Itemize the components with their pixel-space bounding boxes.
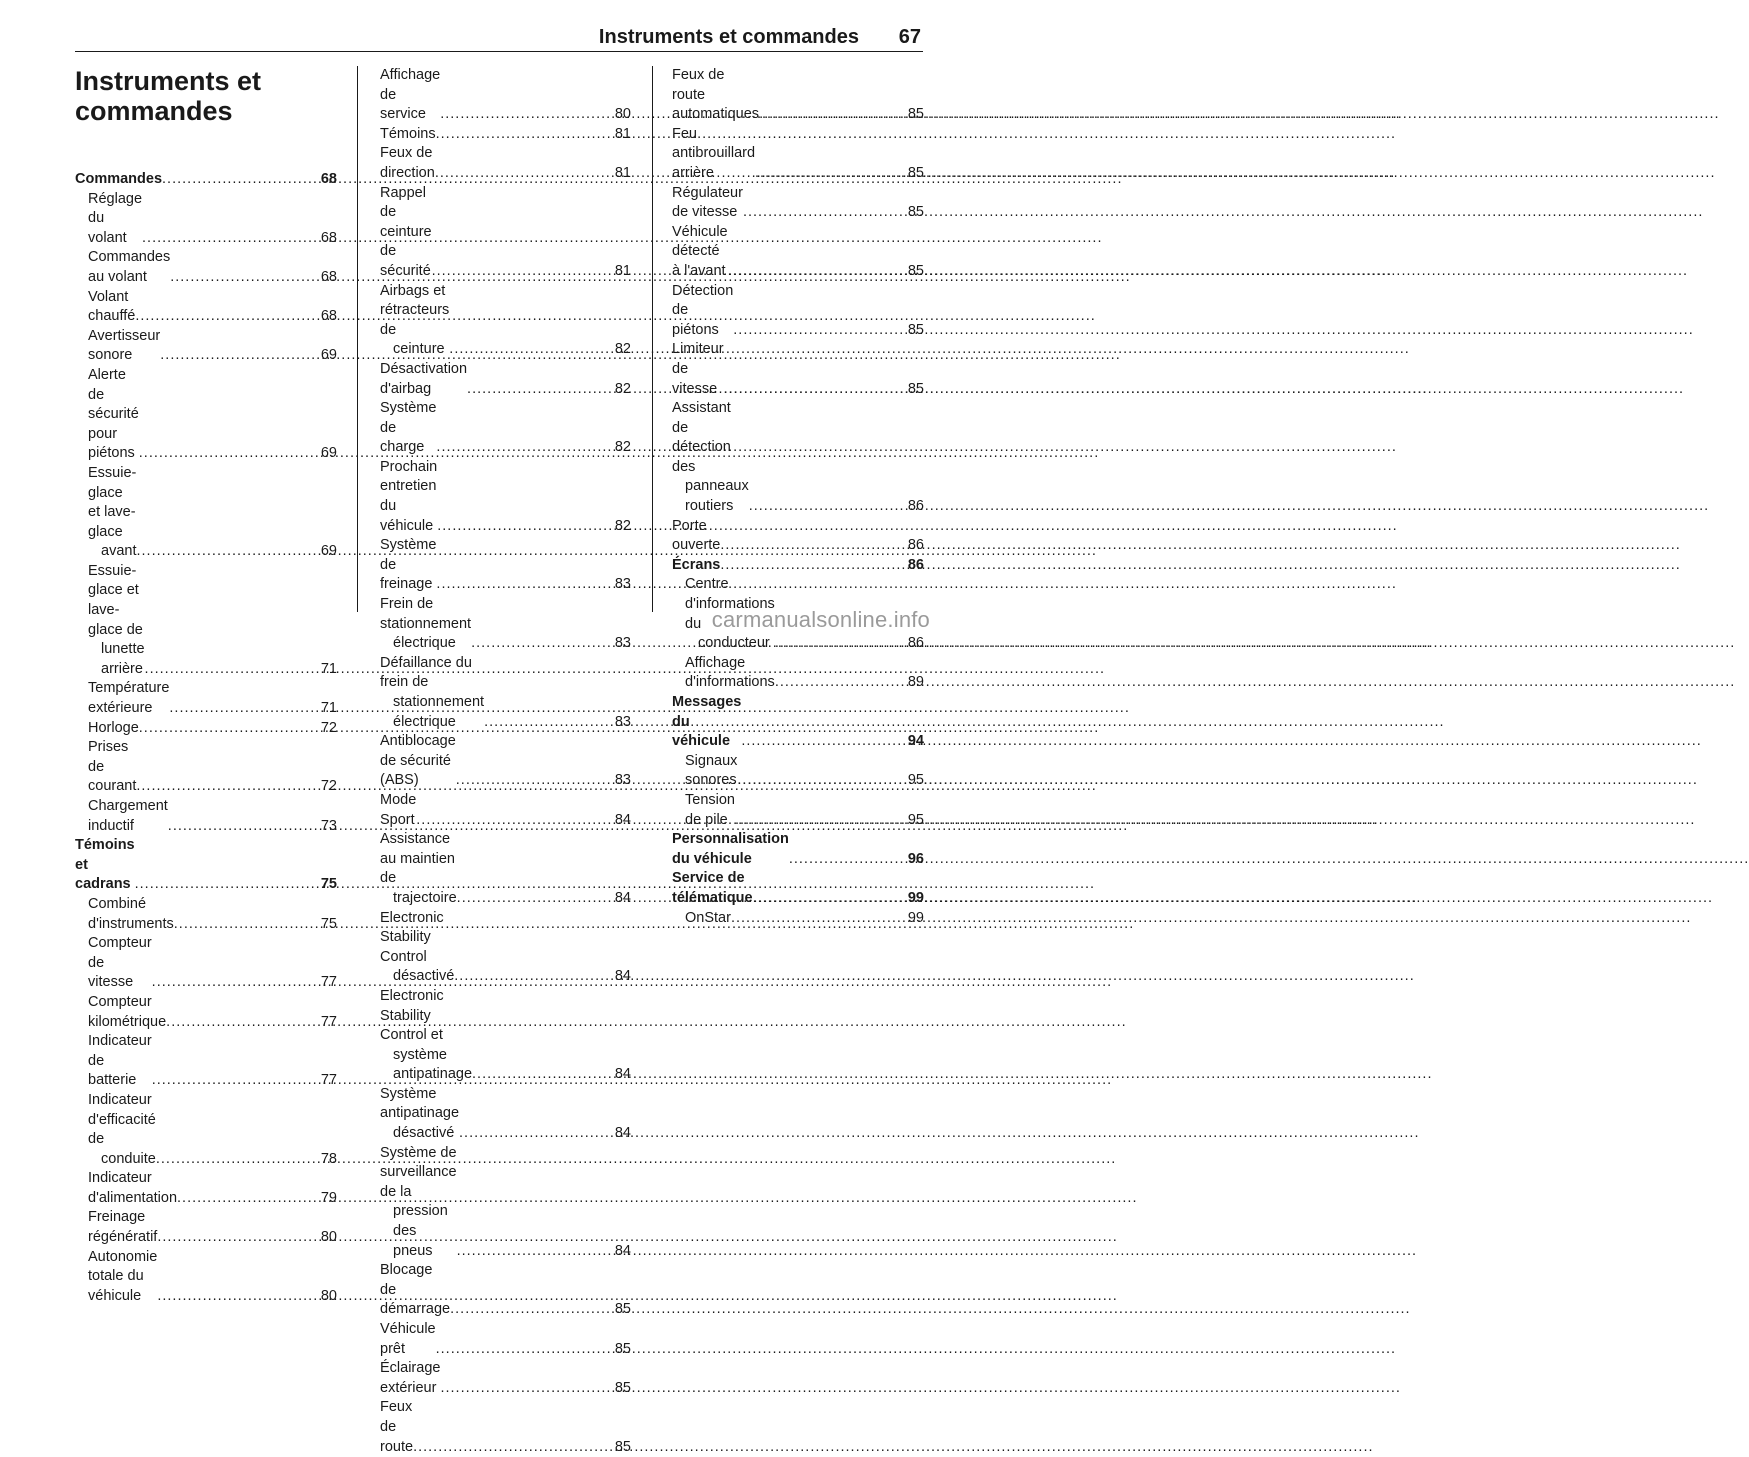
toc-entry[interactable]: Commandes au volant ..... 68 — [75, 248, 337, 287]
toc-entry[interactable]: Témoins ..... 81 — [380, 125, 631, 145]
toc-entry[interactable]: Feu antibrouillard arrière ..... 85 — [672, 125, 924, 184]
toc-entry[interactable]: Electronic Stability Control désactivé ..... 84 — [380, 909, 631, 987]
toc-entry[interactable]: Détection de piétons ..... 85 — [672, 282, 924, 341]
toc-entry[interactable]: Blocage de démarrage ..... 85 — [380, 1261, 631, 1320]
toc-entry[interactable]: Horloge ..... 72 — [75, 719, 337, 739]
toc-entry[interactable]: Indicateur d'efficacité de conduite ..... 78 — [75, 1091, 337, 1169]
toc-entry[interactable]: Mode Sport ..... 84 — [380, 791, 631, 830]
toc-entry[interactable]: Affichage d'informations ..... 89 — [672, 654, 924, 693]
page-number: 67 — [898, 26, 921, 48]
toc-entry[interactable]: Système de charge ..... 82 — [380, 399, 631, 458]
toc-section-entry[interactable]: Écrans ..... 86 — [672, 556, 924, 576]
toc-column-2 — [380, 66, 631, 1457]
toc-entry[interactable]: Freinage régénératif ..... 80 — [75, 1208, 337, 1247]
toc-entry[interactable]: Airbags et rétracteurs de ceinture ..... 82 — [380, 282, 631, 360]
toc-entry[interactable]: Régulateur de vitesse ..... 85 — [672, 184, 924, 223]
toc-entry[interactable]: Avertisseur sonore ..... 69 — [75, 327, 337, 366]
running-title: Instruments et commandes — [598, 26, 859, 48]
toc-section-entry[interactable]: Commandes ..... 68 — [75, 170, 337, 190]
toc-entry[interactable]: OnStar ..... 99 — [672, 909, 924, 929]
toc-entry[interactable]: Système de surveillance de la pression des pneus ..... 84 — [380, 1144, 631, 1262]
toc-section-entry[interactable]: Messages du véhicule ..... 94 — [672, 693, 924, 752]
toc-entry[interactable]: Indicateur de batterie ..... 77 — [75, 1032, 337, 1091]
toc-entry[interactable]: Éclairage extérieur ..... 85 — [380, 1359, 631, 1398]
toc-entry[interactable]: Véhicule détecté à l'avant ..... 85 — [672, 223, 924, 282]
toc-entry[interactable]: Essuie-glace et lave-glace avant ..... 69 — [75, 464, 337, 562]
chapter-title: Instruments et commandes — [75, 66, 262, 126]
toc-entry[interactable]: Compteur kilométrique ..... 77 — [75, 993, 337, 1032]
toc-entry[interactable]: Feux de direction ..... 81 — [380, 144, 631, 183]
toc-entry[interactable]: Signaux sonores ..... 95 — [672, 752, 924, 791]
column-divider — [357, 66, 358, 612]
toc-entry[interactable]: Compteur de vitesse ..... 77 — [75, 934, 337, 993]
toc-entry[interactable]: Limiteur de vitesse ..... 85 — [672, 340, 924, 399]
toc-entry[interactable]: Alerte de sécurité pour piétons ..... 69 — [75, 366, 337, 464]
toc-section-entry[interactable]: Personnalisation du véhicule ..... 96 — [672, 830, 924, 869]
toc-entry[interactable]: Véhicule prêt ..... 85 — [380, 1320, 631, 1359]
toc-section-entry[interactable]: Service de télématique ..... 99 — [672, 869, 924, 908]
toc-entry[interactable]: Electronic Stability Control et système antipatinage ..... 84 — [380, 987, 631, 1085]
toc-entry[interactable]: Frein de stationnement électrique ..... 83 — [380, 595, 631, 654]
toc-entry[interactable]: Système antipatinage désactivé ..... 84 — [380, 1085, 631, 1144]
toc-entry[interactable]: Combiné d'instruments ..... 75 — [75, 895, 337, 934]
watermark: carmanualsonline.info — [711, 607, 930, 632]
toc-entry[interactable]: Rappel de ceinture de sécurité ..... 81 — [380, 184, 631, 282]
toc-entry[interactable]: Défaillance du frein de stationnement électrique ..... 83 — [380, 654, 631, 732]
toc-entry[interactable]: Tension de pile ..... 95 — [672, 791, 924, 830]
toc-entry[interactable]: Température extérieure ..... 71 — [75, 679, 337, 718]
toc-entry[interactable]: Feux de route ..... 85 — [380, 1398, 631, 1457]
toc-entry[interactable]: Système de freinage ..... 83 — [380, 536, 631, 595]
toc-entry[interactable]: Autonomie totale du véhicule ..... 80 — [75, 1248, 337, 1307]
page-header — [75, 26, 923, 52]
toc-entry[interactable]: Chargement inductif ..... 73 — [75, 797, 337, 836]
toc-entry[interactable]: Prises de courant ..... 72 — [75, 738, 337, 797]
toc-entry[interactable]: Volant chauffé ..... 68 — [75, 288, 337, 327]
toc-entry[interactable]: Prochain entretien du véhicule ..... 82 — [380, 458, 631, 536]
toc-entry[interactable]: Porte ouverte ..... 86 — [672, 517, 924, 556]
toc-column-1 — [75, 66, 337, 1306]
toc-column-3 — [672, 66, 924, 928]
toc-entry[interactable]: Désactivation d'airbag ..... 82 — [380, 360, 631, 399]
toc-section-entry[interactable]: Témoins et cadrans ..... 75 — [75, 836, 337, 895]
toc-entry[interactable]: Indicateur d'alimentation ..... 79 — [75, 1169, 337, 1208]
toc-entry[interactable]: Assistance au maintien de trajectoire ..... 84 — [380, 830, 631, 908]
toc-entry[interactable]: Feux de route automatiques ..... 85 — [672, 66, 924, 125]
toc-entry[interactable]: Antiblocage de sécurité (ABS) ..... 83 — [380, 732, 631, 791]
toc-entry[interactable]: Centre d'informations du conducteur ..... 86 — [672, 575, 924, 653]
header-rule — [75, 51, 923, 52]
toc-entry[interactable]: Réglage du volant ..... 68 — [75, 190, 337, 249]
toc-entry[interactable]: Affichage de service ..... 80 — [380, 66, 631, 125]
toc-entry[interactable]: Essuie-glace et lave-glace de lunette arrière ..... 71 — [75, 562, 337, 680]
toc-entry[interactable]: Assistant de détection des panneaux routiers ..... 86 — [672, 399, 924, 517]
